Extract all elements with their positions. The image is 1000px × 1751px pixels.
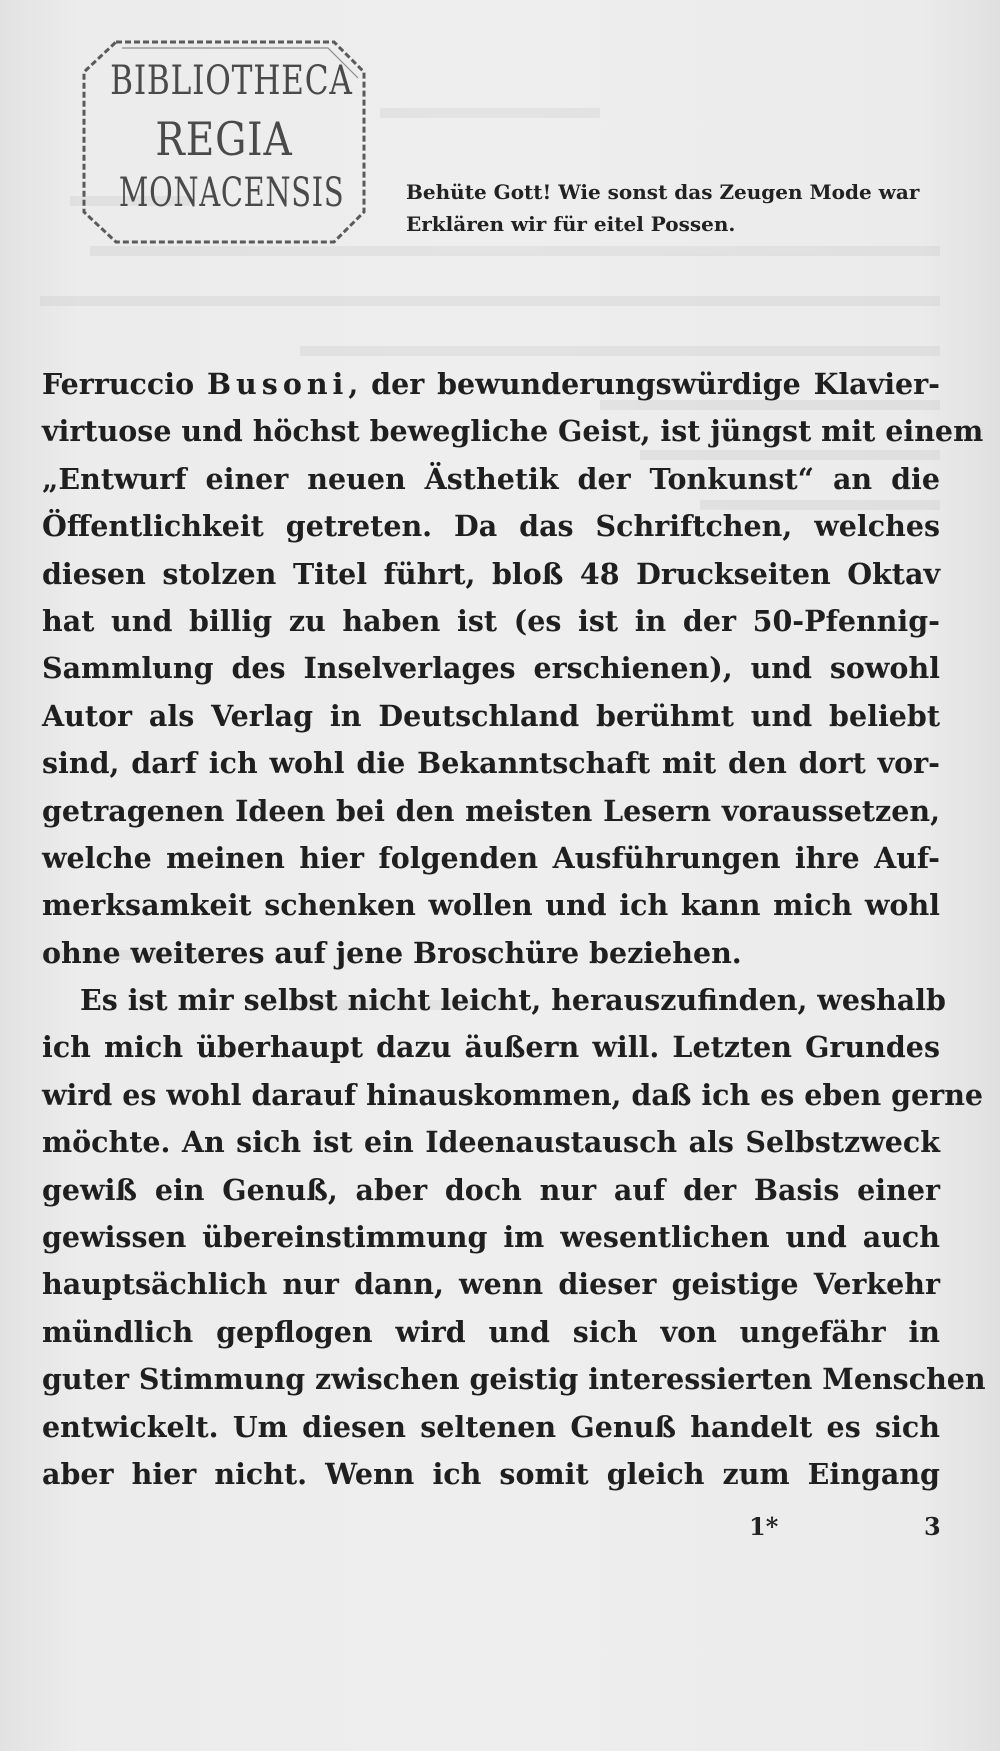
text-line: mündlich gepflogen wird und sich von ungefähr in <box>42 1314 940 1349</box>
text-line: guter Stimmung zwischen geistig interessierten Menschen <box>42 1362 986 1397</box>
page-number: 3 <box>924 1512 941 1541</box>
text-segment: , der bewunderungswürdige Klavier- <box>348 367 940 401</box>
epigraph <box>406 176 946 240</box>
page-footer <box>0 1512 1000 1552</box>
text-line: gewiß ein Genuß, aber doch nur auf der Basis einer <box>42 1172 940 1207</box>
author-name: Busoni <box>206 367 349 401</box>
text-line: „Entwurf einer neuen Ästhetik der Tonkunst“ an die <box>42 461 940 496</box>
epigraph-line-2: Erklären wir für eitel Possen. <box>406 212 736 236</box>
stamp-line-1: BIBLIOTHECA <box>110 58 353 104</box>
text-line: merksamkeit schenken wollen und ich kann mich wohl <box>42 888 940 923</box>
text-line: welche meinen hier folgenden Ausführungen ihre Auf- <box>42 840 940 875</box>
text-line: aber hier nicht. Wenn ich somit gleich zum Eingang <box>42 1456 940 1491</box>
text-line: Es ist mir selbst nicht leicht, herauszufinden, weshalb <box>80 983 946 1018</box>
text-line: Öffentlichkeit getreten. Da das Schriftchen, welches <box>42 509 940 544</box>
text-line: möchte. An sich ist ein Ideenaustausch als Selbstzweck <box>42 1125 940 1160</box>
text-line: gewissen übereinstimmung im wesentlichen und auch <box>42 1220 940 1255</box>
text-line: hat und billig zu haben ist (es ist in der 50-Pfennig- <box>42 603 940 638</box>
text-line: diesen stolzen Titel führt, bloß 48 Druckseiten Oktav <box>42 556 940 591</box>
stamp-line-2: REGIA <box>155 112 293 166</box>
text-line: Autor als Verlag in Deutschland berühmt und beliebt <box>42 698 940 733</box>
main-text <box>42 361 986 1498</box>
text-line: getragenen Ideen bei den meisten Lesern voraussetzen, <box>42 793 940 828</box>
printer-signature-mark: 1* <box>749 1512 779 1541</box>
epigraph-line-1: Behüte Gott! Wie sonst das Zeugen Mode war <box>406 180 920 204</box>
stamp-line-3: MONACENSIS <box>118 170 345 216</box>
text-line: ohne weiteres auf jene Broschüre beziehen. <box>42 935 742 970</box>
text-line: virtuose und höchst bewegliche Geist, ist jüngst mit einem <box>42 414 984 449</box>
text-line: ich mich überhaupt dazu äußern will. Letzten Grundes <box>42 1030 940 1065</box>
library-stamp <box>78 36 370 246</box>
text-line: Sammlung des Inselverlages erschienen), und sowohl <box>42 651 940 686</box>
text-line <box>42 361 940 408</box>
text-line: sind, darf ich wohl die Bekanntschaft mit den dort vor- <box>42 746 940 781</box>
text-line: hauptsächlich nur dann, wenn dieser geistige Verkehr <box>42 1267 940 1302</box>
text-segment: Ferruccio <box>42 367 207 401</box>
text-line: entwickelt. Um diesen seltenen Genuß handelt es sich <box>42 1409 940 1444</box>
text-line: wird es wohl darauf hinauskommen, daß ich es eben gerne <box>42 1077 984 1112</box>
